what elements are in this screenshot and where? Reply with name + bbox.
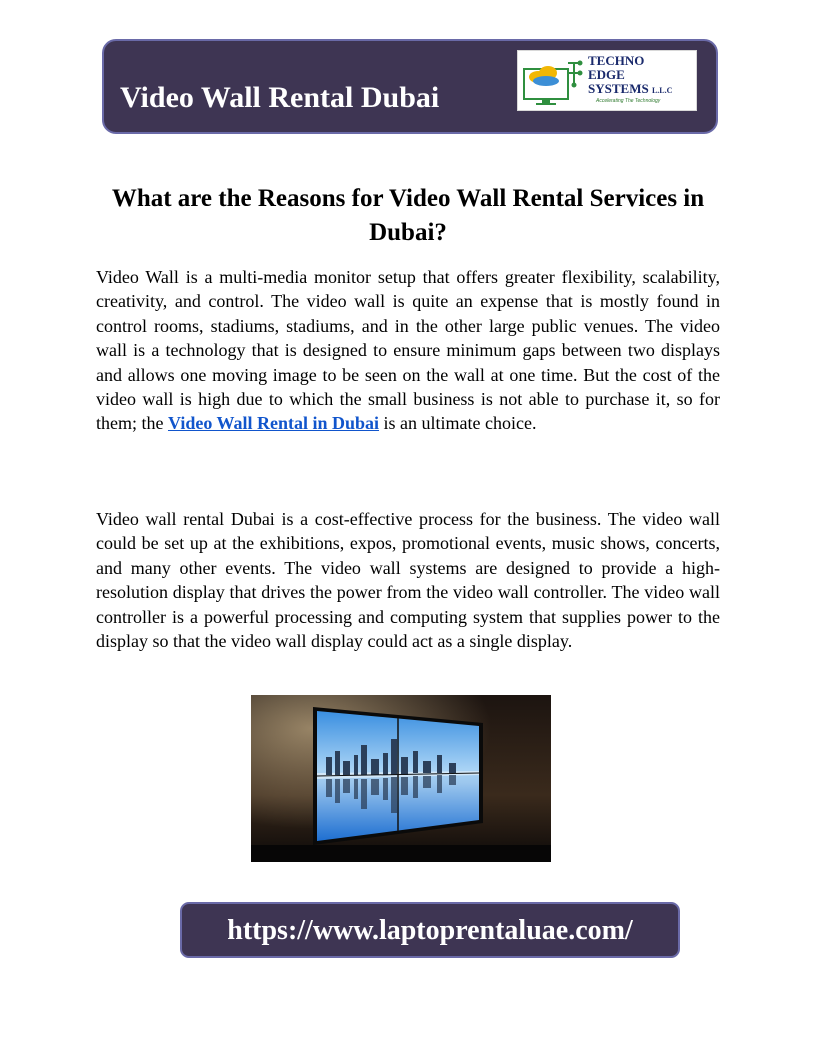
logo-tagline: Accelerating The Technology <box>596 98 661 104</box>
article-heading: What are the Reasons for Video Wall Rental Services in Dubai? <box>111 185 705 246</box>
logo-text <box>588 54 672 98</box>
footer-banner <box>180 902 680 958</box>
website-url-link[interactable]: https://www.laptoprentaluae.com/ <box>227 915 633 946</box>
logo-line-3 <box>588 82 672 98</box>
video-wall-rental-link[interactable]: Video Wall Rental in Dubai <box>167 413 380 434</box>
paragraph-2: Video wall rental Dubai is a cost-effective process for the business. The video wall could be set up at the exhibitions, expos, promotional events, music shows, concerts, and many other events. The video wall systems are designed to provide a high-resolution display that drives the power from the video wall controller. The video wall controller is a powerful processing and computing system that supplies power to the display so that the video wall display could act as a single display. <box>96 509 720 652</box>
header-title: Video Wall Rental Dubai <box>120 81 440 114</box>
cloud-monitor-logo-icon <box>522 55 584 107</box>
paragraph-1 <box>96 265 720 436</box>
paragraph-1-text-b: is an ultimate choice. <box>379 413 537 434</box>
logo-line-3-text: SYSTEMS <box>588 81 649 96</box>
company-logo <box>517 50 697 111</box>
video-wall-image <box>251 695 551 862</box>
logo-line-1: TECHNO <box>588 53 645 68</box>
header-banner <box>102 39 718 134</box>
logo-suffix: L.L.C <box>651 86 673 95</box>
video-wall-photo <box>251 695 551 862</box>
paragraph-1-text-a: Video Wall is a multi-media monitor setup that offers greater flexibility, scalability, creativity, and control. The video wall is quite an expense that is mostly found in control rooms, stadiums, stadiums, and in the other large public venues. The video wall is a technology that is designed to ensure minimum gaps between two displays and allows one moving image to be seen on the wall at one time. But the cost of the video wall is high due to which the small business is not able to purchase it, so for them; the <box>96 267 720 434</box>
logo-line-2: EDGE <box>588 67 625 82</box>
